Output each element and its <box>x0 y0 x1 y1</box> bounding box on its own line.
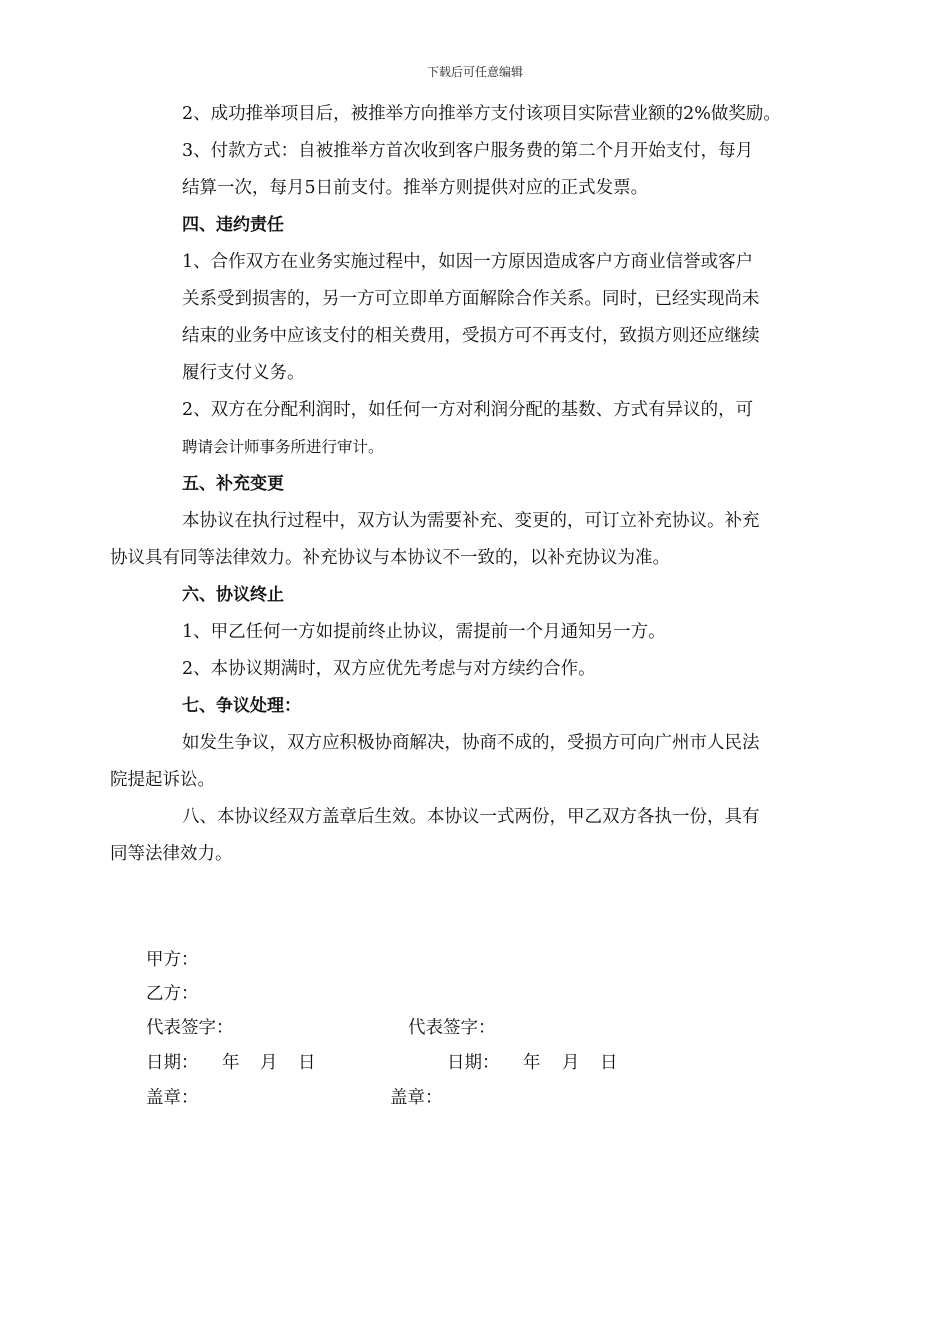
clause-5-line1: 本协议在执行过程中，双方认为需要补充、变更的，可订立补充协议。补充 <box>182 511 760 531</box>
clause-3-3-line2: 结算一次，每月5日前支付。推举方则提供对应的正式发票。 <box>182 178 649 198</box>
document-body <box>110 96 826 1115</box>
signature-spacer <box>146 873 826 943</box>
sig-seal-row <box>146 1081 826 1115</box>
clause-7-line1: 如发生争议，双方应积极协商解决，协商不成的，受损方可向广州市人民法 <box>182 733 760 753</box>
clause-8-line2: 同等法律效力。 <box>110 844 233 864</box>
clause-3-3-line1: 3、付款方式：自被推举方首次收到客户服务费的第二个月开始支付，每月 <box>182 141 754 161</box>
date-day-right: 日 <box>600 1053 618 1073</box>
clause-6-1: 1、甲乙任何一方如提前终止协议，需提前一个月通知另一方。 <box>182 622 666 642</box>
sig-party-a-row <box>146 943 826 977</box>
clause-5-text <box>110 503 826 577</box>
party-a-label: 甲方： <box>146 950 199 970</box>
clause-4-1-line4: 履行支付义务。 <box>182 363 305 383</box>
sig-party-b-row <box>146 977 826 1011</box>
seal-label-right: 盖章： <box>390 1088 443 1108</box>
party-b-label: 乙方： <box>146 984 199 1004</box>
rep-signature-right: 代表签字： <box>408 1018 496 1038</box>
seal-label-left: 盖章： <box>146 1088 199 1108</box>
date-label-left: 日期： <box>146 1053 199 1073</box>
clause-7-text <box>110 725 826 799</box>
date-day-left: 日 <box>298 1053 316 1073</box>
section-heading-termination: 六、协议终止 <box>182 585 284 605</box>
signature-block <box>146 943 826 1115</box>
clause-4-1-line2: 关系受到损害的，另一方可立即单方面解除合作关系。同时，已经实现尚未 <box>182 289 760 309</box>
date-year-left: 年 <box>222 1053 240 1073</box>
sig-representative-row <box>146 1011 826 1045</box>
date-month-right: 月 <box>562 1053 580 1073</box>
clause-5-line2: 协议具有同等法律效力。补充协议与本协议不一致的，以补充协议为准。 <box>110 548 670 568</box>
section-heading-breach: 四、违约责任 <box>182 215 284 235</box>
clause-4-1-line1: 1、合作双方在业务实施过程中，如因一方原因造成客户方商业信誉或客户 <box>182 252 754 272</box>
clause-4-2-line1: 2、双方在分配利润时，如任何一方对利润分配的基数、方式有异议的，可 <box>182 400 754 420</box>
page-header-note: 下载后可任意编辑 <box>426 65 523 79</box>
clause-6-2: 2、本协议期满时，双方应优先考虑与对方续约合作。 <box>182 659 596 679</box>
section-heading-dispute: 七、争议处理： <box>182 696 301 716</box>
clause-8-text <box>110 799 826 873</box>
clause-4-1-line3: 结束的业务中应该支付的相关费用，受损方可不再支付，致损方则还应继续 <box>182 326 760 346</box>
rep-signature-left: 代表签字： <box>146 1018 234 1038</box>
date-year-right: 年 <box>523 1053 541 1073</box>
date-label-right: 日期： <box>447 1053 500 1073</box>
date-month-left: 月 <box>260 1053 278 1073</box>
clause-7-line2: 院提起诉讼。 <box>110 770 215 790</box>
sig-date-row <box>146 1045 826 1081</box>
clause-8-line1: 八、本协议经双方盖章后生效。本协议一式两份，甲乙双方各执一份，具有 <box>182 807 760 827</box>
clause-3-2: 2、成功推举项目后，被推举方向推举方支付该项目实际营业额的2%做奖励。 <box>182 104 781 124</box>
clause-4-2-line2: 聘请会计师事务所进行审计。 <box>182 438 384 456</box>
section-heading-amendment: 五、补充变更 <box>182 474 284 494</box>
